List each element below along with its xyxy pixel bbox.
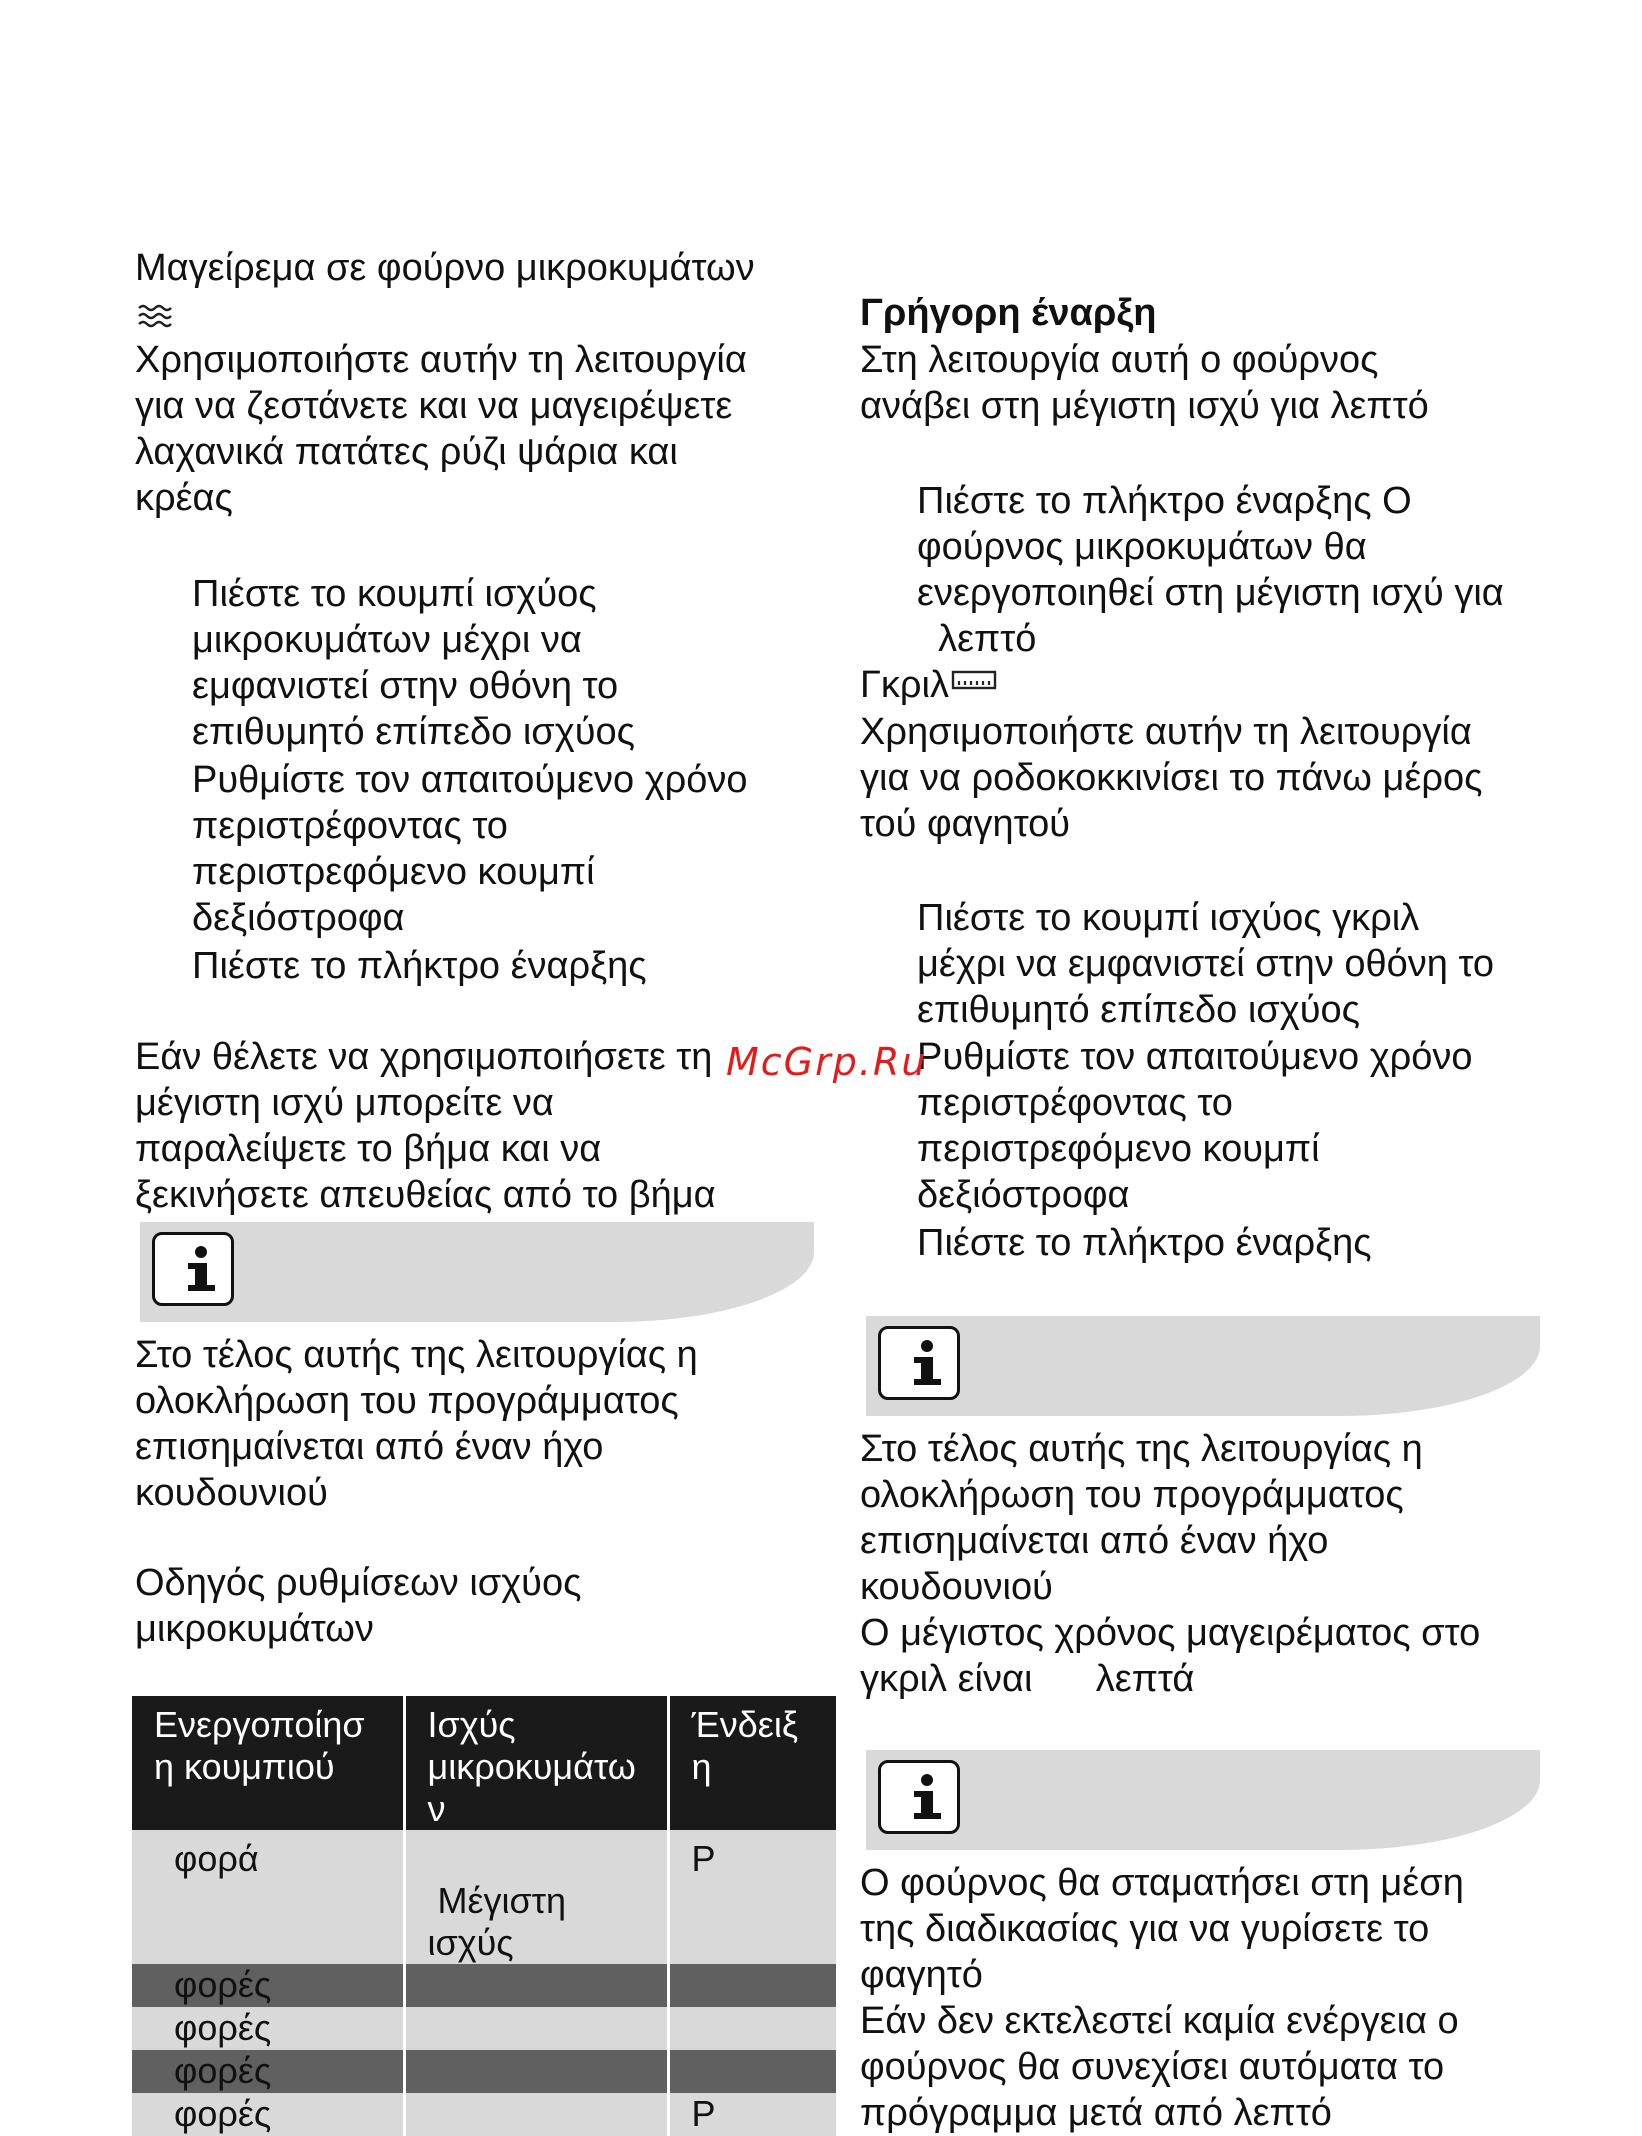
text-line: Στο τέλος αυτής της λειτουργίας η (135, 1334, 698, 1376)
step-line: φούρνος μικροκυμάτων θα (917, 526, 1367, 568)
power-level (404, 2093, 668, 2136)
text-line: Ο μέγιστος χρόνος μαγειρέματος στο (860, 1612, 1481, 1654)
text-line: ανάβει στη μέγιστη ισχύ για λεπτό (860, 385, 1429, 427)
info-icon (878, 1760, 960, 1834)
text-line: παραλείψετε το βήμα και να (135, 1128, 602, 1170)
display-indicator (668, 1964, 836, 2007)
power-level (404, 1964, 668, 2007)
text-line: για να ζεστάνετε και να μαγειρέψετε (135, 385, 733, 427)
text-line: λαχανικά πατάτες ρύζι ψάρια και (135, 431, 678, 473)
watermark: McGrp.Ru (726, 1040, 928, 1084)
table-header-display: Ένδειξ η (668, 1696, 836, 1830)
text-line: κουδουνιού (860, 1566, 1053, 1608)
step-line: μικροκυμάτων μέχρι να (192, 619, 582, 661)
step-line: Πιέστε το πλήκτρο έναρξης (192, 945, 647, 987)
power-settings-table (132, 1696, 836, 2136)
display-indicator: P (668, 2093, 836, 2136)
info-note-band (140, 1222, 814, 1322)
microwave-section-heading: Μαγείρεμα σε φούρνο μικροκυμάτων (135, 247, 755, 289)
grill-heading-label: Γκριλ (860, 664, 949, 706)
text-line: για να ροδοκοκκινίσει το πάνω μέρος (860, 757, 1483, 799)
text-line: Στη λειτουργία αυτή ο φούρνος (860, 339, 1379, 381)
step-line: δεξιόστροφα (192, 897, 405, 939)
info-note-band (866, 1316, 1540, 1416)
text-line: Χρησιμοποιήστε αυτήν τη λειτουργία (860, 711, 1472, 753)
press-count: φορά (132, 1830, 404, 1964)
power-level: Μέγιστη ισχύς (404, 1830, 668, 1964)
step-line: επιθυμητό επίπεδο ισχύος (192, 711, 635, 753)
step-line: περιστρεφόμενο κουμπί (917, 1128, 1320, 1170)
step-line: ενεργοποιηθεί στη μέγιστη ισχύ για (917, 572, 1504, 614)
grill-icon (951, 669, 997, 691)
step-line: Ρυθμίστε τον απαιτούμενο χρόνο (192, 759, 748, 801)
info-note-band (866, 1750, 1540, 1850)
step-line: Ρυθμίστε τον απαιτούμενο χρόνο (917, 1036, 1473, 1078)
press-count: φορές (132, 2093, 404, 2136)
text-line: μέγιστη ισχύ μπορείτε να (135, 1082, 554, 1124)
step-line: λεπτό (917, 618, 1037, 660)
text-line: τού φαγητού (860, 803, 1071, 845)
table-row (132, 1830, 836, 1964)
step-line: μέχρι να εμφανιστεί στην οθόνη το (917, 943, 1495, 985)
table-header-button-presses: Ενεργοποίησ η κουμπιού (132, 1696, 404, 1830)
text-line: ολοκλήρωση του προγράμματος (135, 1380, 679, 1422)
table-row (132, 2050, 836, 2093)
text-line: μικροκυμάτων (135, 1608, 374, 1650)
table-row (132, 2007, 836, 2050)
info-icon (152, 1232, 234, 1306)
step-line: περιστρέφοντας το (192, 805, 508, 847)
text-line: γκριλ είναι λεπτά (860, 1658, 1195, 1700)
quick-start-heading: Γρήγορη έναρξη (860, 292, 1157, 334)
power-level (404, 2050, 668, 2093)
text-line: ολοκλήρωση του προγράμματος (860, 1474, 1404, 1516)
text-line: πρόγραμμα μετά από λεπτό (860, 2092, 1332, 2134)
step-line: περιστρεφόμενο κουμπί (192, 851, 595, 893)
press-count: φορές (132, 2050, 404, 2093)
table-row (132, 1964, 836, 2007)
text-line: ξεκινήσετε απευθείας από το βήμα (135, 1174, 716, 1216)
text-line: της διαδικασίας για να γυρίσετε το (860, 1908, 1430, 1950)
power-level (404, 2007, 668, 2050)
table-row (132, 2093, 836, 2136)
text-line: επισημαίνεται από έναν ήχο (860, 1520, 1329, 1562)
step-line: Πιέστε το κουμπί ισχύος γκριλ (917, 897, 1420, 939)
microwave-waves-icon (137, 302, 173, 332)
text-line: φαγητό (860, 1954, 983, 1996)
text-line: Ο φούρνος θα σταματήσει στη μέση (860, 1862, 1464, 1904)
text-line: επισημαίνεται από έναν ήχο (135, 1426, 604, 1468)
text-line: κρέας (135, 477, 233, 519)
text-line: φούρνος θα συνεχίσει αυτόματα το (860, 2046, 1445, 2088)
text-line: Χρησιμοποιήστε αυτήν τη λειτουργία (135, 339, 747, 381)
step-line: επιθυμητό επίπεδο ισχύος (917, 989, 1360, 1031)
text-line: Οδηγός ρυθμίσεων ισχύος (135, 1562, 582, 1604)
table-header-microwave-power: Ισχύς μικροκυμάτω ν (404, 1696, 668, 1830)
step-line: Πιέστε το πλήκτρο έναρξης (917, 1222, 1372, 1264)
info-icon (878, 1326, 960, 1400)
text-line: Στο τέλος αυτής της λειτουργίας η (860, 1428, 1423, 1470)
text-line: Εάν δεν εκτελεστεί καμία ενέργεια ο (860, 2000, 1459, 2042)
display-indicator (668, 2050, 836, 2093)
display-indicator (668, 2007, 836, 2050)
press-count: φορές (132, 2007, 404, 2050)
step-line: Πιέστε το κουμπί ισχύος (192, 573, 597, 615)
step-line: Πιέστε το πλήκτρο έναρξης Ο (917, 480, 1412, 522)
step-line: εμφανιστεί στην οθόνη το (192, 665, 619, 707)
grill-heading (860, 662, 997, 708)
step-line: περιστρέφοντας το (917, 1082, 1233, 1124)
press-count: φορές (132, 1964, 404, 2007)
text-line: κουδουνιού (135, 1472, 328, 1514)
step-line: δεξιόστροφα (917, 1174, 1130, 1216)
display-indicator: P (668, 1830, 836, 1964)
text-line: Εάν θέλετε να χρησιμοποιήσετε τη (135, 1036, 713, 1078)
